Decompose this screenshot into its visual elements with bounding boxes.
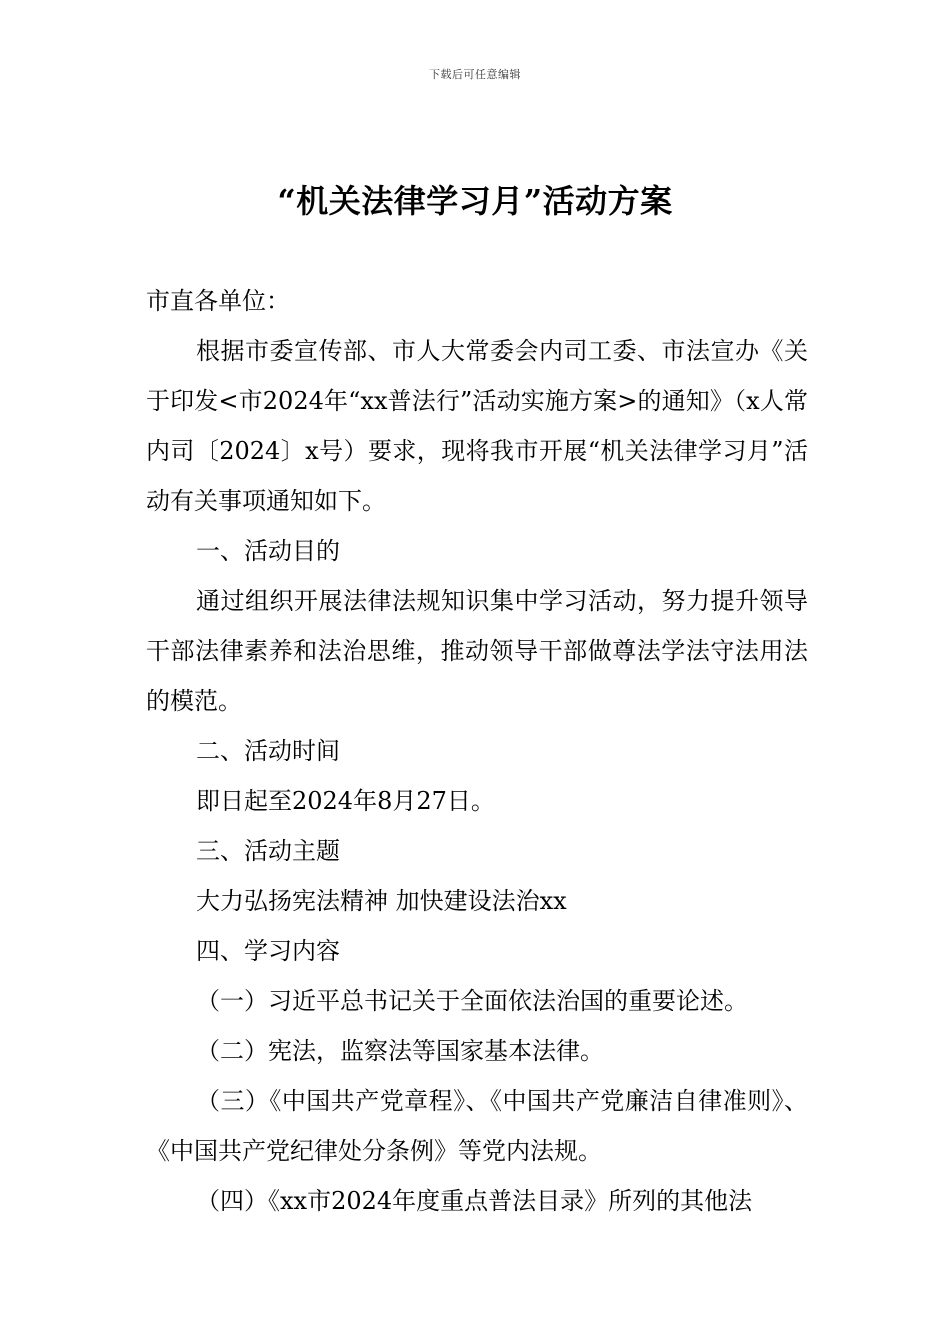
section-text-purpose: 通过组织开展法律法规知识集中学习活动，努力提升领导干部法律素养和法治思维，推动领导干部做尊法学法守法用法的模范。 [146, 587, 808, 715]
section-heading-content: 四、学习内容 [196, 937, 340, 965]
section-heading-theme: 三、活动主题 [196, 837, 340, 865]
content-item-1: （一）习近平总书记关于全面依法治国的重要论述。 [196, 987, 748, 1015]
document-body [146, 276, 808, 1226]
content-item-2: （二）宪法，监察法等国家基本法律。 [196, 1037, 604, 1065]
section-text-theme: 大力弘扬宪法精神 加快建设法治xx [196, 887, 567, 915]
header-note: 下载后可任意编辑 [429, 68, 521, 81]
salutation: 市直各单位： [146, 287, 290, 315]
content-item-4: （四）《xx市2024年度重点普法目录》所列的其他法 [196, 1187, 753, 1215]
section-heading-purpose: 一、活动目的 [196, 537, 340, 565]
page-title: “机关法律学习月”活动方案 [277, 182, 673, 220]
section-text-time: 即日起至2024年8月27日。 [196, 787, 495, 815]
content-item-3: （三）《中国共产党章程》、《中国共产党廉洁自律准则》、《中国共产党纪律处分条例》等党内法规。 [146, 1087, 808, 1165]
section-heading-time: 二、活动时间 [196, 737, 340, 765]
intro-paragraph: 根据市委宣传部、市人大常委会内司工委、市法宣办《关于印发<市2024年“xx普法行”活动实施方案>的通知》（x人常内司〔2024〕x号）要求，现将我市开展“机关法律学习月”活动有关事项通知如下。 [146, 337, 808, 515]
